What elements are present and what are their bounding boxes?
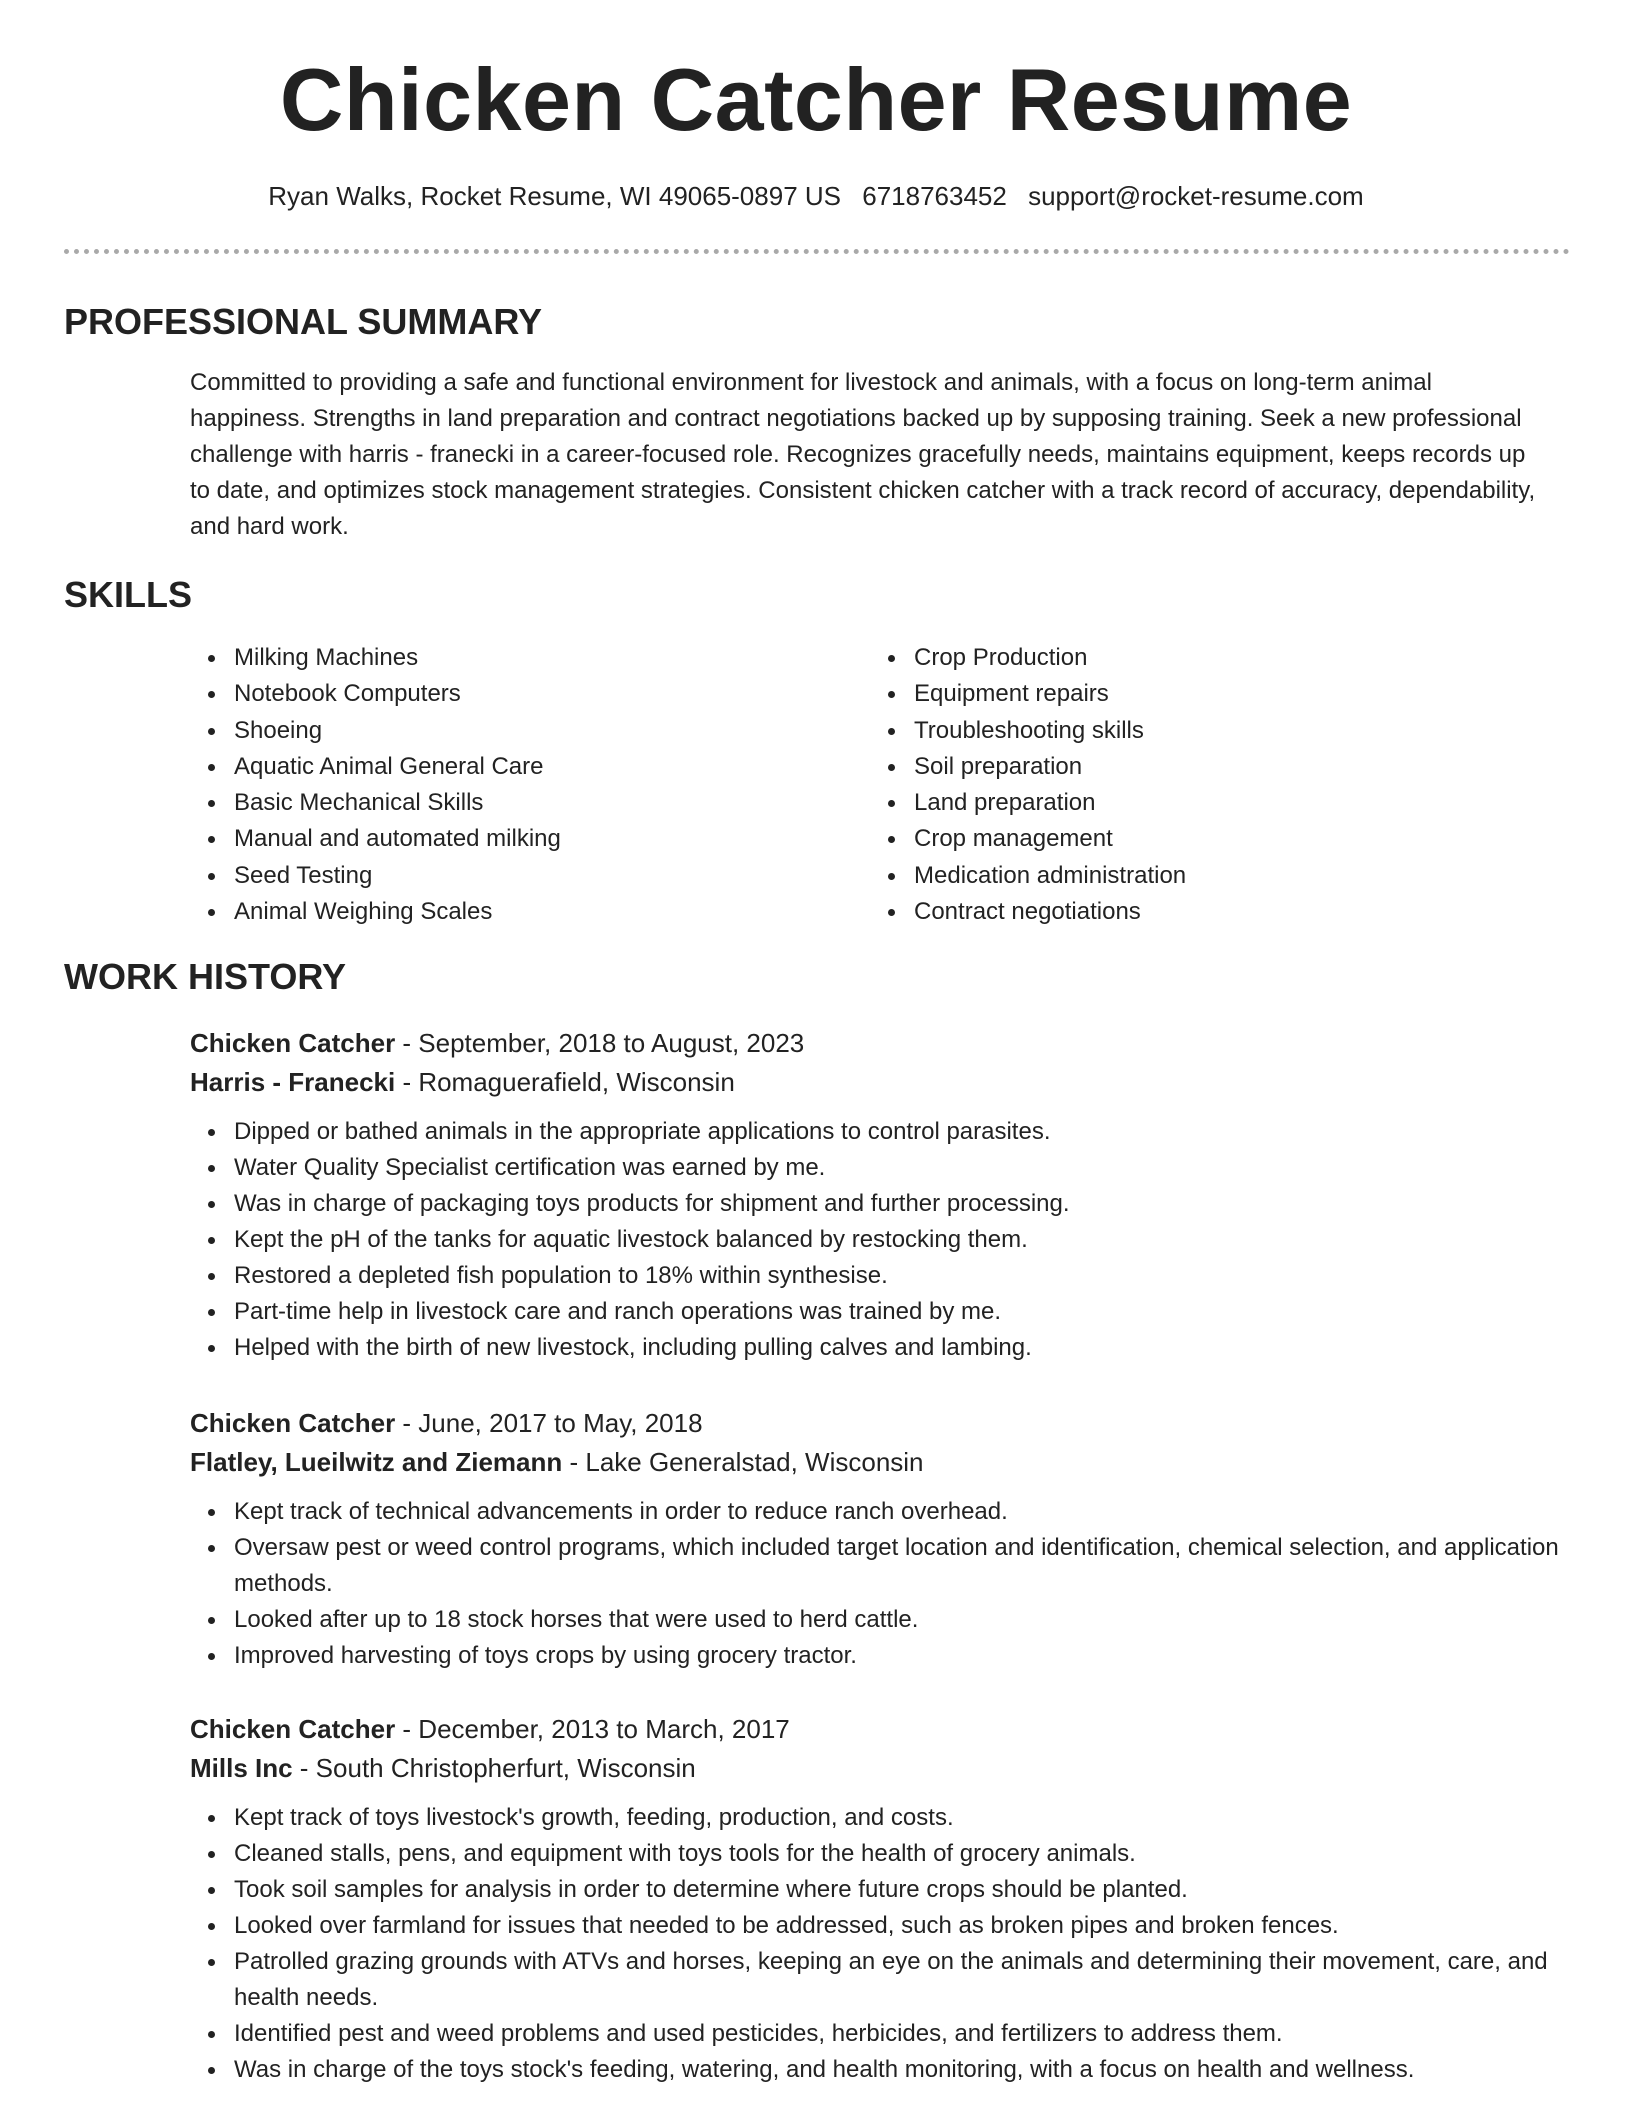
job-location: - Lake Generalstad, Wisconsin (562, 1447, 924, 1477)
skill-item: Manual and automated milking (234, 821, 561, 857)
job-title: Chicken Catcher (190, 1714, 396, 1744)
job-title-line (190, 1710, 1570, 1749)
skill-item: Soil preparation (914, 749, 1186, 785)
job-bullet: Was in charge of packaging toys products for shipment and further processing. (234, 1186, 1570, 1222)
job-bullet: Oversaw pest or weed control programs, which included target location and identification, chemical selection, and application methods. (234, 1530, 1570, 1602)
job-bullet: Kept the pH of the tanks for aquatic livestock balanced by restocking them. (234, 1222, 1570, 1258)
job-company-line (190, 1749, 1570, 1788)
job-bullet: Patrolled grazing grounds with ATVs and horses, keeping an eye on the animals and determining their movement, care, and health needs. (234, 1944, 1570, 2016)
job-location: - Romaguerafield, Wisconsin (395, 1067, 735, 1097)
job-bullet: Dipped or bathed animals in the appropriate applications to control parasites. (234, 1114, 1570, 1150)
contact-email: support@rocket-resume.com (1028, 181, 1364, 211)
job-bullet: Improved harvesting of toys crops by using grocery tractor. (234, 1638, 1570, 1674)
job-bullet: Identified pest and weed problems and used pesticides, herbicides, and fertilizers to address them. (234, 2016, 1570, 2052)
job-bullet: Took soil samples for analysis in order to determine where future crops should be planted. (234, 1872, 1570, 1908)
skill-item: Troubleshooting skills (914, 713, 1186, 749)
job-bullets (190, 1114, 1570, 1366)
job-bullet: Was in charge of the toys stock's feeding, watering, and health monitoring, with a focus on health and wellness. (234, 2052, 1570, 2088)
skill-item: Shoeing (234, 713, 561, 749)
job-title: Chicken Catcher (190, 1408, 396, 1438)
job-title-line (190, 1404, 1570, 1443)
skill-item: Crop management (914, 821, 1186, 857)
section-heading-skills: SKILLS (64, 574, 193, 615)
job-title-line (190, 1024, 1570, 1063)
summary-text: Committed to providing a safe and functional environment for livestock and animals, with a focus on long-term animal happiness. Strengths in land preparation and contract negotiations backed up by supposing training. Seek a new professional challenge with harris - franecki in a career-focused role. Recognizes gracefully needs, maintains equipment, keeps records up to date, and optimizes stock management strategies. Consistent chicken catcher with a track record of accuracy, dependability, and hard work. (190, 369, 1536, 540)
job-entry (190, 1024, 1570, 1366)
job-company: Flatley, Lueilwitz and Ziemann (190, 1447, 563, 1477)
skill-item: Crop Production (914, 640, 1186, 676)
job-bullets (190, 1494, 1570, 1674)
skills-list-left (190, 640, 561, 930)
job-bullet: Water Quality Specialist certification was earned by me. (234, 1150, 1570, 1186)
skill-item: Basic Mechanical Skills (234, 785, 561, 821)
job-title: Chicken Catcher (190, 1028, 396, 1058)
skill-item: Animal Weighing Scales (234, 894, 561, 930)
job-dates: - December, 2013 to March, 2017 (395, 1714, 790, 1744)
job-bullet: Kept track of toys livestock's growth, feeding, production, and costs. (234, 1800, 1570, 1836)
job-company: Harris - Franecki (190, 1067, 396, 1097)
section-heading-work-history: WORK HISTORY (64, 956, 347, 997)
contact-address: Ryan Walks, Rocket Resume, WI 49065-0897 US (268, 181, 841, 211)
header-divider (64, 249, 1570, 254)
job-company-line (190, 1443, 1570, 1482)
skills-list-right (870, 640, 1186, 930)
job-entry (190, 1404, 1570, 1674)
job-location: - South Christopherfurt, Wisconsin (292, 1753, 696, 1783)
skill-item: Seed Testing (234, 858, 561, 894)
job-company-line (190, 1063, 1570, 1102)
job-bullet: Restored a depleted fish population to 18% within synthesise. (234, 1258, 1570, 1294)
resume-title: Chicken Catcher Resume (279, 50, 1353, 149)
job-dates: - September, 2018 to August, 2023 (395, 1028, 805, 1058)
job-bullet: Looked after up to 18 stock horses that were used to herd cattle. (234, 1602, 1570, 1638)
skill-item: Contract negotiations (914, 894, 1186, 930)
job-bullet: Looked over farmland for issues that needed to be addressed, such as broken pipes and broken fences. (234, 1908, 1570, 1944)
job-bullets (190, 1800, 1570, 2088)
job-bullet: Helped with the birth of new livestock, including pulling calves and lambing. (234, 1330, 1570, 1366)
section-heading-summary: PROFESSIONAL SUMMARY (64, 301, 543, 342)
job-bullet: Cleaned stalls, pens, and equipment with toys tools for the health of grocery animals. (234, 1836, 1570, 1872)
job-dates: - June, 2017 to May, 2018 (395, 1408, 703, 1438)
contact-phone: 6718763452 (862, 181, 1007, 211)
skill-item: Medication administration (914, 858, 1186, 894)
skill-item: Milking Machines (234, 640, 561, 676)
skill-item: Aquatic Animal General Care (234, 749, 561, 785)
job-entry (190, 1710, 1570, 2088)
skill-item: Notebook Computers (234, 676, 561, 712)
job-bullet: Part-time help in livestock care and ranch operations was trained by me. (234, 1294, 1570, 1330)
contact-info (0, 180, 1632, 214)
skill-item: Land preparation (914, 785, 1186, 821)
skill-item: Equipment repairs (914, 676, 1186, 712)
job-bullet: Kept track of technical advancements in order to reduce ranch overhead. (234, 1494, 1570, 1530)
job-company: Mills Inc (190, 1753, 293, 1783)
